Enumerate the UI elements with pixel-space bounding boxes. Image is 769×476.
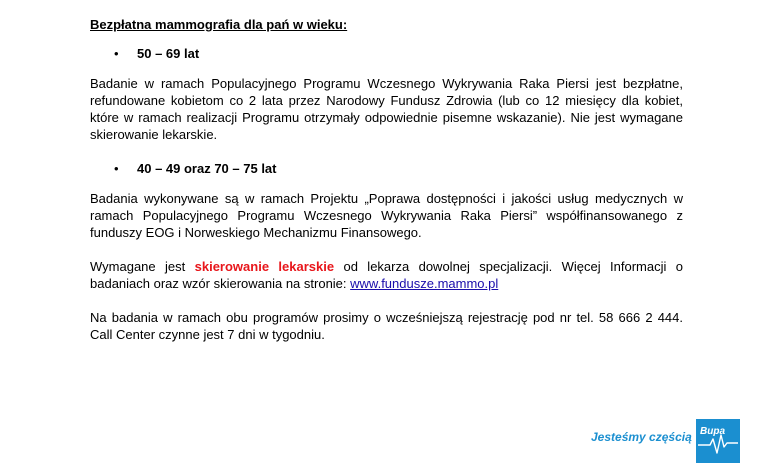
document-body xyxy=(90,16,683,360)
bullet-dot-icon: • xyxy=(114,161,119,176)
referral-text-before: Wymagane jest xyxy=(90,259,195,274)
bullet-dot-icon: • xyxy=(114,46,119,61)
bullet-label: 40 – 49 oraz 70 – 75 lat xyxy=(137,161,277,176)
paragraph-program-50-69: Badanie w ramach Populacyjnego Programu Wczesnego Wykrywania Raka Piersi jest bezpłatne, refundowane kobietom co 2 lata przez Narodowy Fundusz Zdrowia (lub co 12 miesięcy dla kobiet, które w ramach realizacji Programu otrzymały odpowiednie pisemne wskazanie). Nie jest wymagane skierowanie lekarskie. xyxy=(90,76,683,142)
fundusze-mammo-link[interactable]: www.fundusze.mammo.pl xyxy=(350,276,499,291)
bupa-logo xyxy=(696,419,740,463)
bullet-label: 50 – 69 lat xyxy=(137,46,200,61)
brand-footer xyxy=(591,419,740,463)
bullet-item-40-49-70-75 xyxy=(90,160,683,177)
heartbeat-icon xyxy=(696,419,740,463)
paragraph-referral xyxy=(90,258,683,292)
document-heading: Bezpłatna mammografia dla pań w wieku: xyxy=(90,17,348,32)
bullet-item-50-69 xyxy=(90,45,683,62)
referral-highlight: skierowanie lekarskie xyxy=(194,259,335,274)
referral-text-after: od lekarza dowolnej specjalizacji. Więcej Informacji o badaniach oraz wzór skierowania na stronie: xyxy=(90,259,683,291)
logo-text: Bupa xyxy=(699,426,725,437)
brand-tagline: Jesteśmy częścią xyxy=(591,430,692,444)
paragraph-registration: Na badania w ramach obu programów prosimy o wcześniejszą rejestrację pod nr tel. 58 666 2 444. Call Center czynne jest 7 dni w tygodniu. xyxy=(90,310,683,342)
paragraph-project-eog: Badania wykonywane są w ramach Projektu „Poprawa dostępności i jakości usług medycznych w ramach Populacyjnego Programu Wczesnego Wykrywania Raka Piersi” współfinansowanego z funduszy EOG i Norweskiego Mechanizmu Finansowego. xyxy=(90,191,683,240)
